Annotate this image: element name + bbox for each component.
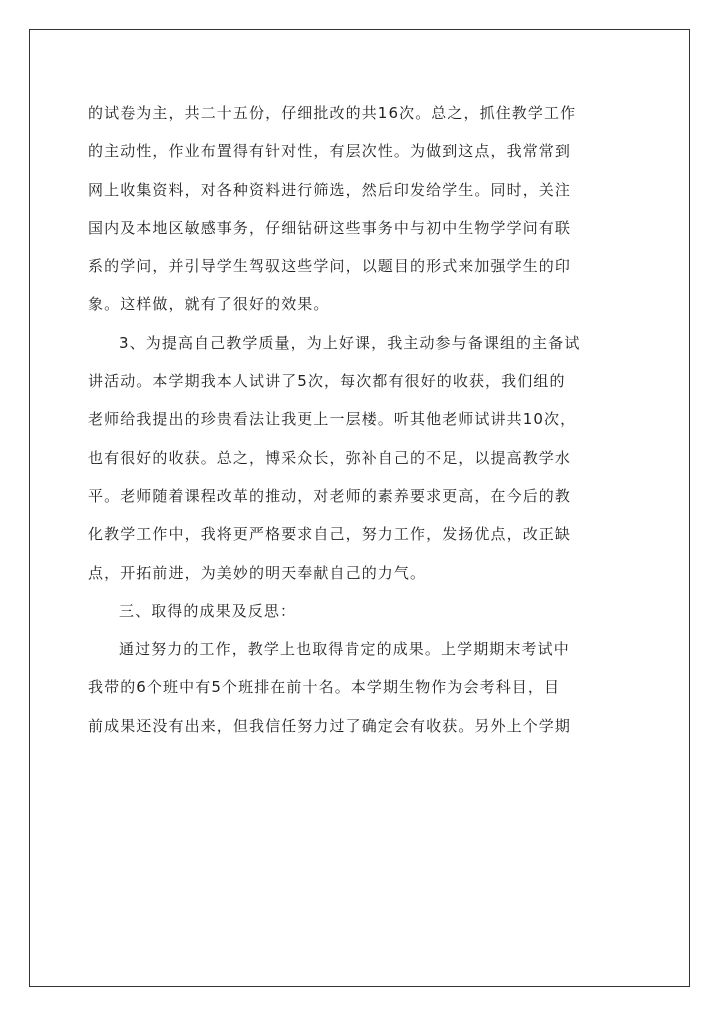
text-line: 也有很好的收获。总之，博采众长，弥补自己的不足，以提高教学水 [88,448,572,467]
text-line: 老师给我提出的珍贵看法让我更上一层楼。听其他老师试讲共10次， [88,410,577,429]
text-line: 的主动性，作业布置得有针对性，有层次性。为做到这点，我常常到 [88,142,572,161]
document-body [88,94,633,745]
text-line: 前成果还没有出来，但我信任努力过了确定会有收获。另外上个学期 [88,716,572,735]
text-line: 化教学工作中，我将更严格要求自己，努力工作，发扬优点，改正缺 [88,525,572,544]
text-line: 讲活动。本学期我本人试讲了5次，每次都有很好的收获，我们组的 [88,372,566,391]
text-line: 我带的6个班中有5个班排在前十名。本学期生物作为会考科目，目 [88,678,561,697]
paragraph-start-line: 3、为提高自己教学质量，为上好课，我主动参与备课组的主备试 [119,333,581,352]
section-heading: 三、取得的成果及反思： [119,601,297,620]
text-line: 点，开拓前进，为美妙的明天奉献自己的力气。 [88,563,427,582]
paragraph-start-line: 通过努力的工作，教学上也取得肯定的成果。上学期期末考试中 [119,640,570,659]
text-line: 国内及本地区敏感事务，仔细钻研这些事务中与初中生物学学问有联 [88,218,572,237]
text-line: 的试卷为主，共二十五份，仔细批改的共16次。总之，抓住教学工作 [88,104,577,122]
text-line: 象。这样做，就有了很好的效果。 [88,295,330,314]
text-line: 系的学问，并引导学生驾驭这些学问，以题目的形式来加强学生的印 [88,257,572,276]
text-line: 平。老师随着课程改革的推动，对老师的素养要求更高，在今后的教 [88,486,572,505]
text-line: 网上收集资料，对各种资料进行筛选，然后印发给学生。同时，关注 [88,180,572,199]
